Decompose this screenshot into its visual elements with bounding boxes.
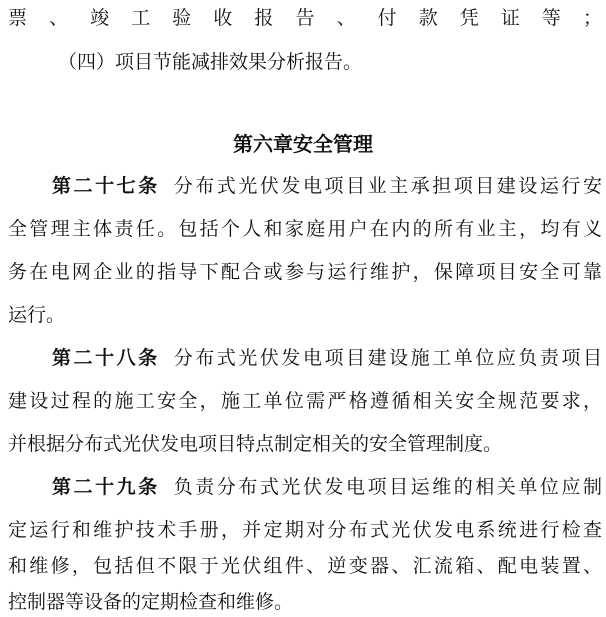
article-29-label: 第二十九条	[52, 476, 160, 498]
article-28-line-1: 第二十八条 分布式光伏发电项目建设施工单位应负责项目	[52, 347, 602, 369]
article-29-line-1: 第二十九条 负责分布式光伏发电项目运维的相关单位应制	[52, 476, 602, 498]
article-27-label: 第二十七条	[52, 175, 160, 197]
article-27-line-3: 务在电网企业的指导下配合或参与运行维护，保障项目安全可靠	[8, 261, 602, 283]
article-27-line-4: 运行。	[8, 304, 66, 326]
article-29-line-3: 和维修，包括但不限于光伏组件、逆变器、汇流箱、配电装置、	[8, 555, 602, 577]
article-28-label: 第二十八条	[52, 347, 160, 369]
article-28-line-3: 并根据分布式光伏发电项目特点制定相关的安全管理制度。	[8, 433, 503, 455]
article-27-line-1: 第二十七条 分布式光伏发电项目业主承担项目建设运行安	[52, 175, 602, 197]
article-29-line-2: 定运行和维护技术手册，并定期对分布式光伏发电系统进行检查	[8, 519, 602, 541]
text-line: （四）项目节能减排效果分析报告。	[58, 51, 363, 73]
chapter-title: 第六章安全管理	[233, 132, 373, 156]
article-28-line-2: 建设过程的施工安全，施工单位需严格遵循相关安全规范要求，	[8, 390, 602, 412]
text-line: 票、竣工验收报告、付款凭证等；	[8, 7, 602, 29]
article-29-line-4: 控制器等设备的定期检查和维修。	[8, 591, 294, 613]
article-27-line-2: 全管理主体责任。包括个人和家庭用户在内的所有业主，均有义	[8, 218, 602, 240]
